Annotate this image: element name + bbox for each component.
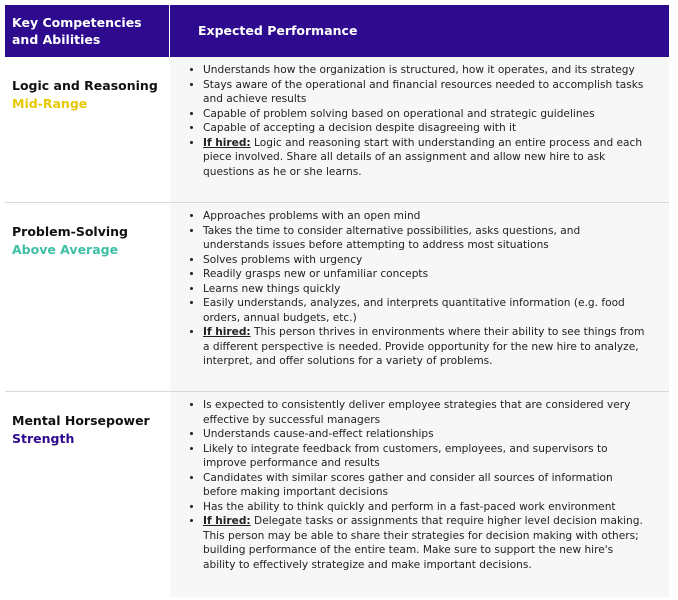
if-hired-label: If hired: bbox=[203, 515, 251, 527]
if-hired-label: If hired: bbox=[203, 326, 251, 338]
competency-cell bbox=[5, 57, 170, 202]
list-item: • Understands cause-and-effect relationships bbox=[203, 427, 647, 442]
list-item: • Easily understands, analyzes, and interprets quantitative information (e.g. food orders, annual budgets, etc.) bbox=[203, 296, 647, 325]
header-competencies: Key Competencies and Abilities bbox=[5, 5, 170, 57]
list-item: • Learns new things quickly bbox=[203, 282, 647, 297]
competency-row-mental-horsepower bbox=[5, 392, 669, 597]
performance-list bbox=[170, 398, 647, 572]
competency-level: Mid-Range bbox=[12, 96, 88, 111]
list-item: • Understands how the organization is structured, how it operates, and its strategy bbox=[203, 63, 647, 78]
competency-level: Above Average bbox=[12, 242, 119, 257]
performance-list bbox=[170, 209, 647, 369]
performance-list bbox=[170, 63, 647, 179]
competency-name: Logic and Reasoning bbox=[12, 78, 158, 93]
competency-table bbox=[5, 5, 669, 597]
list-item: • Stays aware of the operational and financial resources needed to accomplish tasks and achieve results bbox=[203, 78, 647, 107]
list-item: • Solves problems with urgency bbox=[203, 253, 647, 268]
list-item: • Takes the time to consider alternative possibilities, asks questions, and understands issues before attempting to address most situations bbox=[203, 224, 647, 253]
competency-cell bbox=[5, 392, 170, 597]
list-item: • Capable of problem solving based on operational and strategic guidelines bbox=[203, 107, 647, 122]
if-hired-text: Logic and reasoning start with understanding an entire process and each piece involved. Share all details of an assignment and allow new hire to ask questions as he or she learns. bbox=[203, 136, 643, 178]
if-hired-item bbox=[203, 514, 647, 572]
competency-row-problem-solving bbox=[5, 203, 669, 392]
list-item: • Candidates with similar scores gather and consider all sources of information before making important decisions bbox=[203, 471, 647, 500]
if-hired-label: If hired: bbox=[203, 136, 251, 149]
performance-cell bbox=[170, 57, 669, 202]
list-item: • Readily grasps new or unfamiliar concepts bbox=[203, 267, 647, 282]
if-hired-text: This person thrives in environments where their ability to see things from a different perspective is needed. Provide opportunity for the new hire to analyze, interpret, and offer solutions for a variety of problems. bbox=[203, 326, 645, 367]
list-item: • Has the ability to think quickly and perform in a fast-paced work environment bbox=[203, 500, 647, 515]
performance-cell bbox=[170, 203, 669, 391]
competency-name: Mental Horsepower bbox=[12, 413, 150, 428]
list-item: • Approaches problems with an open mind bbox=[203, 209, 647, 224]
competency-level: Strength bbox=[12, 431, 75, 446]
list-item: • Likely to integrate feedback from customers, employees, and supervisors to improve performance and results bbox=[203, 442, 647, 471]
if-hired-item bbox=[203, 325, 647, 369]
competency-cell bbox=[5, 203, 170, 391]
performance-cell bbox=[170, 392, 669, 597]
table-header bbox=[5, 5, 669, 57]
header-expected-performance: Expected Performance bbox=[198, 23, 358, 38]
list-item: • Is expected to consistently deliver employee strategies that are considered very effective by successful managers bbox=[203, 398, 647, 427]
if-hired-item bbox=[203, 136, 647, 180]
competency-name: Problem-Solving bbox=[12, 224, 128, 239]
list-item: • Capable of accepting a decision despite disagreeing with it bbox=[203, 121, 647, 136]
if-hired-text: Delegate tasks or assignments that require higher level decision making. This person may be able to share their strategies for decision making with others; building performance of the entire team. Make sure to support the new hire's ability to effectively strategize and make important decisions. bbox=[203, 515, 643, 571]
competency-row-logic bbox=[5, 57, 669, 203]
